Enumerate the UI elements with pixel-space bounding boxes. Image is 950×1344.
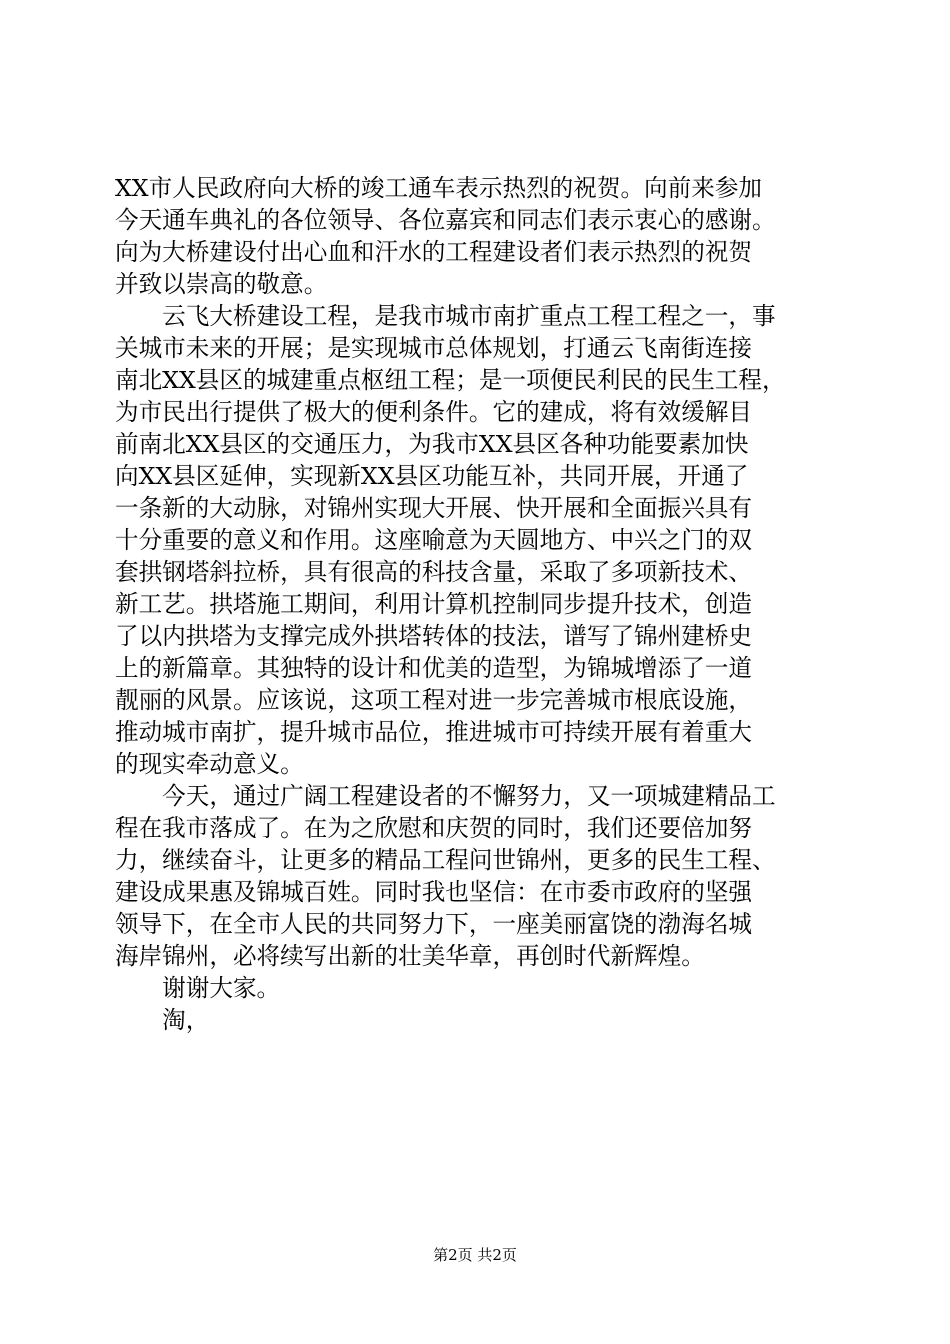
text-line: 领导下，在全市人民的共同努力下，一座美丽富饶的渤海名城 — [115, 910, 753, 938]
text-line: 了以内拱塔为支撑完成外拱塔转体的技法，谱写了锦州建桥史 — [115, 622, 753, 650]
text-line: 程在我市落成了。在为之欣慰和庆贺的同时，我们还要倍加努 — [115, 814, 753, 842]
text-line: 海岸锦州，必将续写出新的壮美华章，再创时代新辉煌。 — [115, 942, 705, 970]
text-line: 今天，通过广阔工程建设者的不懈努力，又一项城建精品工 — [115, 782, 776, 810]
text-line: XX市人民政府向大桥的竣工通车表示热烈的祝贺。向前来参加 — [115, 174, 763, 202]
text-line: 一条新的大动脉，对锦州实现大开展、快开展和全面振兴具有 — [115, 494, 753, 522]
document-body — [115, 172, 840, 1036]
text-line: 力，继续奋斗，让更多的精品工程问世锦州，更多的民生工程、 — [115, 846, 776, 874]
text-line: 套拱钢塔斜拉桥，具有很高的科技含量，采取了多项新技术、 — [115, 558, 753, 586]
text-line: 前南北XX县区的交通压力，为我市XX县区各种功能要素加快 — [115, 430, 749, 458]
text-line: 上的新篇章。其独特的设计和优美的造型，为锦城增添了一道 — [115, 654, 753, 682]
text-line: 向为大桥建设付出心血和汗水的工程建设者们表示热烈的祝贺 — [115, 238, 753, 266]
text-line: 靓丽的风景。应该说，这项工程对进一步完善城市根底设施， — [115, 686, 753, 714]
text-line: 推动城市南扩，提升城市品位，推进城市可持续开展有着重大 — [115, 718, 753, 746]
text-line: 并致以崇高的敬意。 — [115, 270, 328, 298]
text-line: 十分重要的意义和作用。这座喻意为天圆地方、中兴之门的双 — [115, 526, 753, 554]
text-line: 淘， — [115, 1006, 210, 1034]
text-line: 关城市未来的开展；是实现城市总体规划，打通云飞南街连接 — [115, 334, 753, 362]
text-line: 向XX县区延伸，实现新XX县区功能互补，共同开展，开通了 — [115, 462, 749, 490]
text-line: 谢谢大家。 — [115, 974, 281, 1002]
text-line: 今天通车典礼的各位领导、各位嘉宾和同志们表示衷心的感谢。 — [115, 206, 776, 234]
text-line: 建设成果惠及锦城百姓。同时我也坚信：在市委市政府的坚强 — [115, 878, 753, 906]
text-line: 为市民出行提供了极大的便利条件。它的建成，将有效缓解目 — [115, 398, 753, 426]
text-line: 南北XX县区的城建重点枢纽工程；是一项便民利民的民生工程， — [115, 366, 786, 394]
page-number-footer: 第2页 共2页 — [433, 1246, 517, 1264]
text-line: 的现实牵动意义。 — [115, 750, 304, 778]
text-line: 新工艺。拱塔施工期间，利用计算机控制同步提升技术，创造 — [115, 590, 753, 618]
text-line: 云飞大桥建设工程，是我市城市南扩重点工程工程之一，事 — [115, 302, 776, 330]
